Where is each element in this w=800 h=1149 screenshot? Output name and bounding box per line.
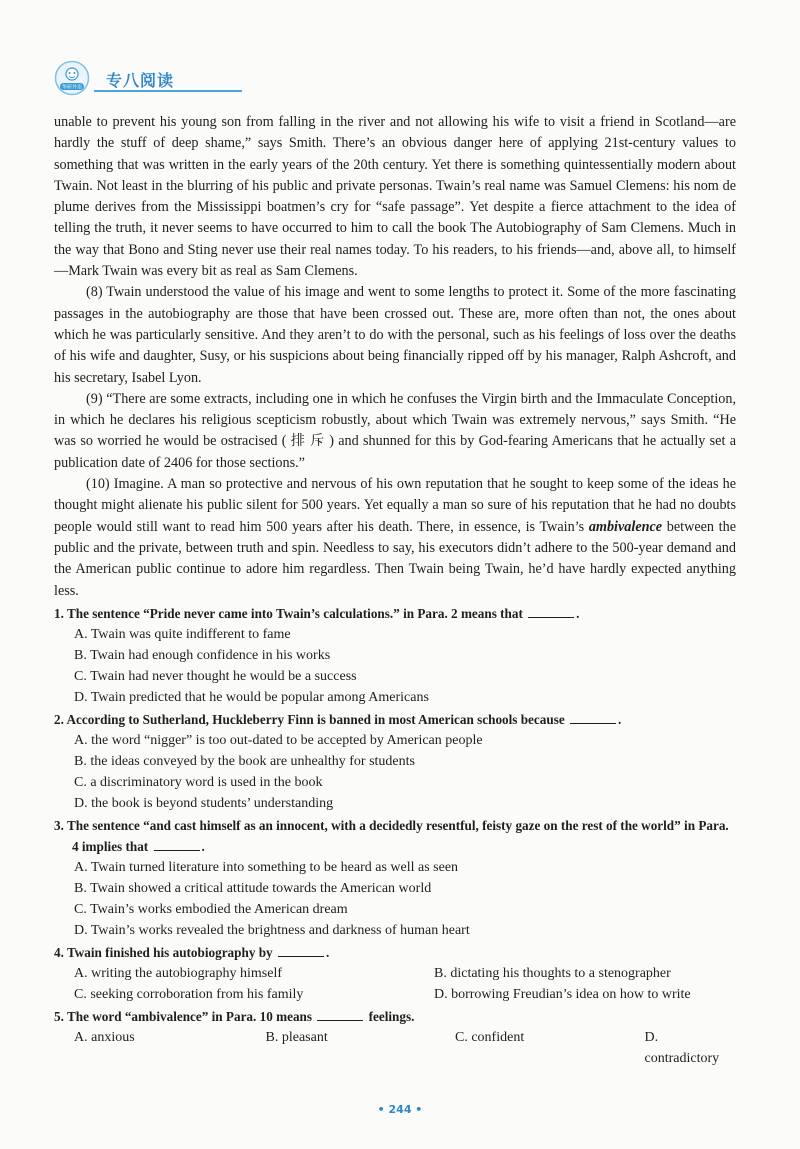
question-5-option-d: D. contradictory [644, 1029, 720, 1066]
question-4-stem [54, 942, 736, 963]
question-1-option-b: B. Twain had enough confidence in his works [74, 647, 331, 663]
question-4-options-row-2 [54, 984, 736, 1005]
page-content [54, 112, 736, 1069]
page-number: • 244 • [377, 1103, 423, 1116]
passage-paragraph-10 [54, 474, 736, 602]
question-3-option-c: C. Twain’s works embodied the American dream [74, 901, 348, 917]
question-4-option-d: D. borrowing Freudian’s idea on how to write [434, 986, 691, 1002]
question-4-option-c: C. seeking corroboration from his family [74, 986, 304, 1002]
question-4-text: 4. Twain finished his autobiography by [54, 944, 273, 960]
answer-blank [278, 945, 324, 957]
answer-blank [154, 839, 200, 851]
question-1-text: 1. The sentence “Pride never came into Twain’s calculations.” in Para. 2 means that [54, 605, 523, 621]
question-4-end: . [325, 944, 330, 960]
header-divider [94, 90, 242, 92]
page-header [54, 60, 204, 100]
emphasized-word: ambivalence [588, 518, 663, 535]
logo-text: 华研外语 [61, 84, 83, 91]
question-3-option-a: A. Twain turned literature into something to be heard as well as seen [74, 859, 459, 875]
question-1-option-a: A. Twain was quite indifferent to fame [74, 626, 291, 642]
question-3-end: . [201, 838, 205, 854]
question-5-text: 5. The word “ambivalence” in Para. 10 means [54, 1008, 313, 1024]
question-1-stem [54, 603, 736, 624]
paragraph-10-text-end: between the public and the private, between truth and spin. Needless to say, his executors didn’t adhere to the 500-year demand and the American public continue to adore him regardless. Then Twain being Twain, he’d have hardly expected anything less. [54, 518, 736, 599]
question-2-option-c: C. a discriminatory word is used in the book [74, 774, 323, 790]
passage-paragraph-8: (8) Twain understood the value of his image and went to some lengths to protect it. Some of the more fascinating passages in the autobiography are those that have been crossed out. These are, more often than not, the ones about which he was particularly sensitive. And they aren’t to do with the personal, such as his feelings of loss over the deaths of his wife and daughter, Susy, or his suspicions about being financially ripped off by his manager, Ralph Ashcroft, and his secretary, Isabel Lyon. [54, 284, 736, 386]
question-4-option-a: A. writing the autobiography himself [74, 965, 283, 981]
question-3-option-b: B. Twain showed a critical attitude towards the American world [74, 880, 432, 896]
question-2-stem [54, 709, 736, 730]
question-5-stem [54, 1006, 736, 1027]
logo-icon [54, 60, 90, 96]
answer-blank [570, 712, 616, 724]
question-5-options-row [54, 1027, 736, 1069]
question-1-option-d: D. Twain predicted that he would be popular among Americans [74, 689, 429, 705]
question-5-option-b: B. pleasant [265, 1029, 328, 1045]
question-5-end: feelings. [368, 1008, 415, 1024]
passage-paragraph-9: (9) “There are some extracts, including one in which he confuses the Virgin birth and the Immaculate Conception, in which he declares his religious scepticism robustly, about which Twain was extremely nervous,” says Smith. “He was so worried he would be ostracised ( 排 斥 ) and shunned for this by God-fearing Americans that he actually set a publication date of 2406 for those sections.” [54, 390, 736, 471]
question-3-stem [54, 815, 736, 857]
answer-blank [528, 606, 574, 618]
question-2-option-a: A. the word “nigger” is too out-dated to be accepted by American people [74, 732, 483, 748]
question-4-option-b: B. dictating his thoughts to a stenographer [434, 965, 671, 981]
question-2-option-d: D. the book is beyond students’ understanding [74, 795, 334, 811]
paragraph-10-text-start: (10) Imagine. A man so protective and nervous of his own reputation that he sought to keep some of the ideas he thought might alienate his public silent for 500 years. Yet equally a man so sure of his reputation that he had no doubts people would still want to read him 500 years after his death. There, in essence, is Twain’s [54, 476, 736, 535]
passage-paragraph-continued: unable to prevent his young son from falling in the river and not allowing his wife to visit a friend in Scotland—are hardly the stuff of deep shame,” says Smith. There’s an obvious danger here of applying 21st-century values to something that was written in the early years of the 20th century. Yet there is something quintessentially modern about Twain. Not least in the blurring of his public and private personas. Twain’s real name was Samuel Clemens: his nom de plume derives from the Mississippi boatmen’s cry for “safe passage”. Yet despite a fierce attachment to the idea of telling the truth, it never seems to have occurred to him to call the book The Autobiography of Sam Clemens. Much in the way that Bono and Sting never use their real names today. To his readers, to his friends—and, above all, to himself—Mark Twain was every bit as real as Sam Clemens. [54, 114, 736, 280]
question-2-text: 2. According to Sutherland, Huckleberry Finn is banned in most American schools because [54, 711, 565, 727]
question-3-text: 3. The sentence “and cast himself as an innocent, with a decidedly resentful, feisty gaze on the rest of the world” in Para. 4 implies that [54, 817, 729, 854]
question-2-end: . [617, 711, 622, 727]
question-5-option-c: C. confident [455, 1029, 525, 1045]
question-3-option-d: D. Twain’s works revealed the brightness and darkness of human heart [74, 922, 470, 938]
question-1-option-c: C. Twain had never thought he would be a success [74, 668, 357, 684]
question-5-option-a: A. anxious [74, 1029, 135, 1045]
answer-blank [317, 1009, 363, 1021]
question-1-end: . [576, 605, 580, 621]
section-title: 专八阅读 [106, 71, 175, 90]
question-2-option-b: B. the ideas conveyed by the book are unhealthy for students [74, 753, 415, 769]
question-4-options-row-1 [54, 963, 736, 984]
